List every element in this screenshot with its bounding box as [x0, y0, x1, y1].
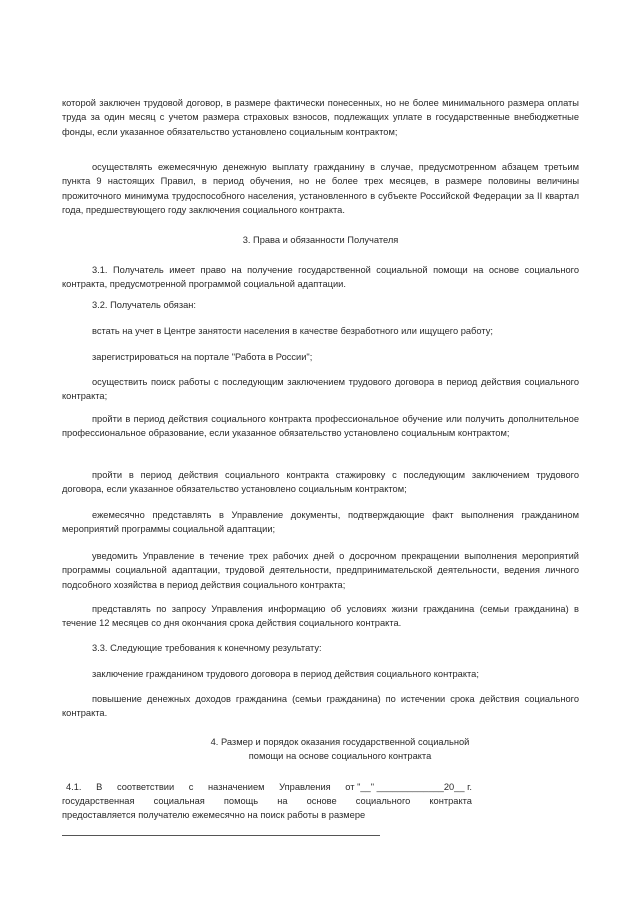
word: с	[188, 782, 194, 792]
paragraph-3-3-employment-contract: заключение гражданином трудового договора в период действия социального контракта;	[92, 669, 479, 679]
word: В	[96, 782, 103, 792]
word: государственная	[62, 796, 135, 807]
section-3-heading: 3. Права и обязанности Получателя	[242, 235, 399, 245]
paragraph-3-2-notify-termination: уведомить Управление в течение трех рабочих дней о досрочном прекращении выполнения мероприятий программы социальной адаптации, трудовой деятельности, предпринимательской деятельности, ведения личного подсобного хозяйства в период действия социального контракта;	[62, 551, 579, 590]
word: 4.1.	[66, 782, 82, 792]
paragraph-3-2-monthly-documents: ежемесячно представлять в Управление документы, подтверждающие факт выполнения гражданином мероприятий программы социальной адаптации;	[62, 510, 579, 535]
section-4-heading	[150, 735, 530, 763]
paragraph-3-2: 3.2. Получатель обязан:	[92, 300, 196, 310]
paragraph-4-1-line-1	[62, 780, 472, 794]
paragraph-4-1-line-2	[62, 794, 472, 808]
paragraph-3-3-income-increase: повышение денежных доходов гражданина (семьи гражданина) по истечении срока действия социального контракта.	[62, 694, 579, 719]
word: на	[277, 796, 288, 807]
amount-blank-line	[62, 835, 380, 836]
paragraph-3-2-register-portal: зарегистрироваться на портале "Работа в России";	[92, 352, 313, 362]
paragraph-3-2-job-search: осуществить поиск работы с последующим заключением трудового договора в период действия социального контракта;	[62, 377, 579, 402]
paragraph-3-2-provide-information: представлять по запросу Управления информацию об условиях жизни гражданина (семьи гражданина) в течение 12 месяцев со дня окончания срока действия социального контракта.	[62, 604, 579, 629]
section-4-heading-line-1: 4. Размер и порядок оказания государственной социальной	[210, 737, 470, 747]
paragraph-3-2-training: пройти в период действия социального контракта профессиональное обучение или получить дополнительное профессиональное образование, если указанное обязательство установлено социальным контрактом;	[62, 414, 579, 439]
paragraph-3-2-register-employment-center: встать на учет в Центре занятости населения в качестве безработного или ищущего работу;	[92, 326, 493, 336]
word: контракта	[429, 796, 472, 807]
word: основе	[306, 796, 337, 807]
word: Управления	[279, 782, 331, 792]
word: соответствии	[116, 782, 175, 792]
word: социального	[355, 796, 411, 807]
paragraph-3-1: 3.1. Получатель имеет право на получение государственной социальной помощи на основе социального контракта, предусмотренной программой социальной адаптации.	[62, 265, 579, 290]
word: социальная	[153, 796, 205, 807]
date-blank: от "__" _____________20__ г.	[345, 782, 472, 792]
paragraph-3-3: 3.3. Следующие требования к конечному результату:	[92, 643, 322, 653]
paragraph-4-1	[62, 780, 472, 823]
paragraph-4-1-line-3: предоставляется получателю ежемесячно на поиск работы в размере	[62, 810, 366, 821]
paragraph-monthly-payment: осуществлять ежемесячную денежную выплату гражданину в случае, предусмотренном абзацем третьим пункта 9 настоящих Правил, в период обучения, но не более трех месяцев, в размере половины величины прожиточного минимума трудоспособного населения, установленного в субъекте Российской Федерации за II квартал года, предшествующего году заключения социального контракта.	[62, 162, 579, 215]
paragraph-employer-compensation: которой заключен трудовой договор, в размере фактически понесенных, но не более минимального размера оплаты труда за один месяц с учетом размера страховых взносов, подлежащих уплате в государственные внебюджетные фонды, если указанное обязательство установлено социальным контрактом;	[62, 98, 579, 137]
paragraph-3-2-internship: пройти в период действия социального контракта стажировку с последующим заключением трудового договора, если указанное обязательство установлено социальным контрактом;	[62, 470, 579, 495]
word: помощь	[223, 796, 259, 807]
word: назначением	[208, 782, 265, 792]
section-4-heading-line-2: помощи на основе социального контракта	[248, 751, 432, 761]
